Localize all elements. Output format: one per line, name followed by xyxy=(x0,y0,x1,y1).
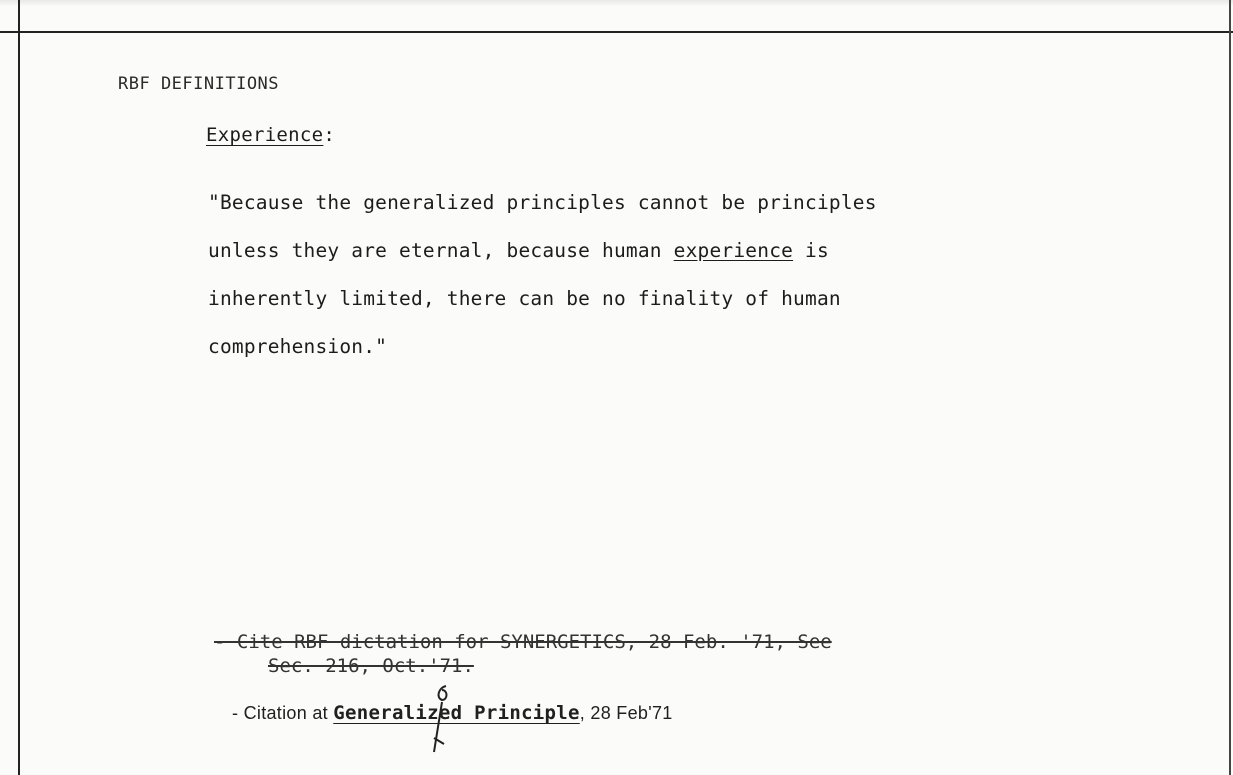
citation-date: , 28 Feb'71 xyxy=(579,703,673,723)
document-heading: RBF DEFINITIONS xyxy=(118,74,280,94)
quote-line-1: "Because the generalized principles cannot be principles xyxy=(208,191,877,214)
term-label: Experience xyxy=(206,124,324,146)
quote-line-2-after: is xyxy=(793,239,829,262)
definition-term xyxy=(206,124,335,146)
struck-note xyxy=(214,630,1044,678)
term-colon: : xyxy=(323,124,336,146)
struck-note-line-2: Sec. 216, Oct.'71. xyxy=(268,655,474,677)
citation-link[interactable]: Generalized Principle xyxy=(333,702,580,724)
citation-prefix: - Citation at xyxy=(232,703,334,723)
quote-line-4: comprehension." xyxy=(208,335,388,358)
quote-line-2-before: unless they are eternal, because human xyxy=(208,239,674,262)
definition-quote xyxy=(208,167,1068,383)
quote-line-2 xyxy=(208,239,1068,263)
quote-underlined-word: experience xyxy=(673,239,794,262)
quote-line-3: inherently limited, there can be no finality of human xyxy=(208,287,841,310)
struck-note-line-1: - Cite RBF dictation for SYNERGETICS, 28 Feb. '71, See xyxy=(214,631,832,653)
citation-note xyxy=(232,702,673,724)
